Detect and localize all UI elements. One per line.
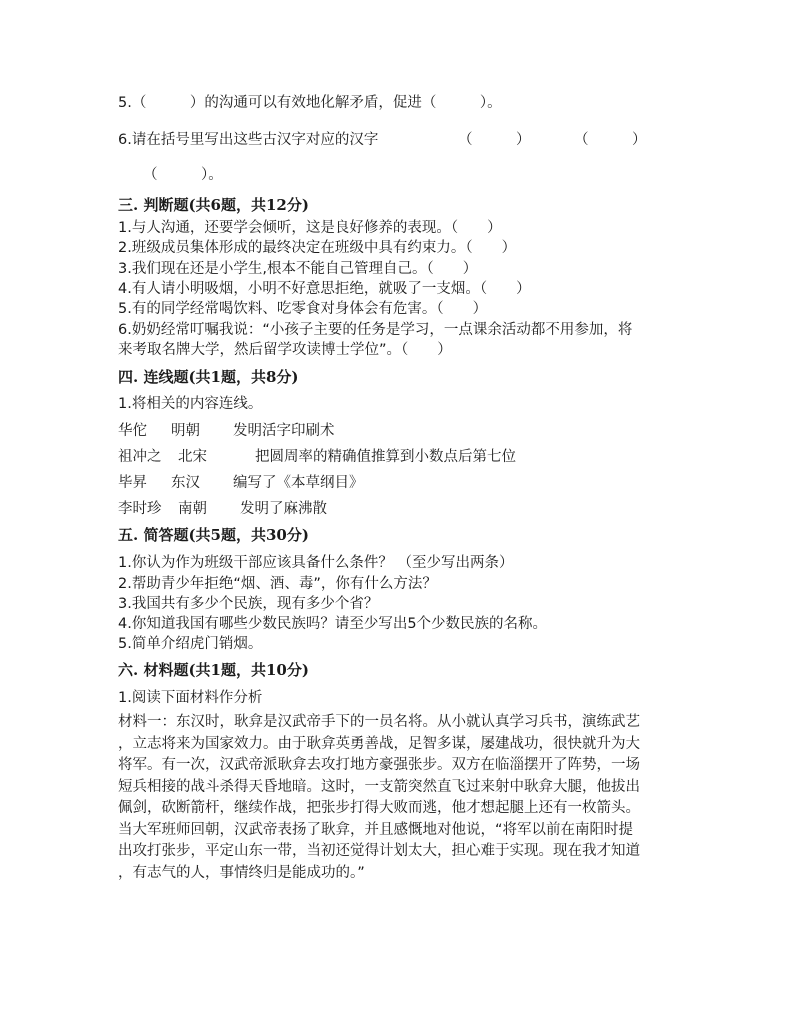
match-name: 祖冲之	[118, 449, 162, 465]
match-prompt: 1.将相关的内容连线。	[118, 396, 263, 412]
section-heading-match: 四. 连线题(共1题，共8分)	[118, 368, 299, 386]
material-line: 材料一：东汉时，耿弇是汉武帝手下的一员名将。从小就认真学习兵书，演练武艺	[118, 714, 640, 730]
match-deed: 把圆周率的精确值推算到小数点后第七位	[255, 449, 516, 465]
judge-item: 6.奶奶经常叮嘱我说：“小孩子主要的任务是学习，一点课余活动都不用参加，将	[118, 322, 633, 338]
match-name: 毕昇	[118, 475, 147, 491]
short-answer-item: 1.你认为作为班级干部应该具备什么条件？ （至少写出两条）	[118, 555, 514, 571]
match-name: 华佗	[118, 423, 147, 439]
judge-item: 5.有的同学经常喝饮料、吃零食对身体会有危害。（ ）	[118, 301, 488, 317]
short-answer-item: 3.我国共有多少个民族，现有多少个省？	[118, 596, 379, 612]
material-line: 将军。有一次，汉武帝派耿弇去攻打地方豪强张步。双方在临淄摆开了阵势，一场	[118, 757, 640, 773]
match-era: 明朝	[171, 423, 200, 439]
fill-question-5: 5.（ ）的沟通可以有效地化解矛盾，促进（ ）。	[118, 95, 502, 111]
judge-item: 4.有人请小明吸烟，小明不好意思拒绝，就吸了一支烟。（ ）	[118, 281, 531, 297]
short-answer-item: 4.你知道我国有哪些少数民族吗？请至少写出5个少数民族的名称。	[118, 616, 548, 632]
judge-item: 1.与人沟通，还要学会倾听，这是良好修养的表现。（ ）	[118, 220, 502, 236]
fill-question-6-blank-2: （ ）	[574, 132, 647, 148]
short-answer-item: 2.帮助青少年拒绝“烟、酒、毒”，你有什么方法？	[118, 576, 437, 592]
fill-question-6: 6.请在括号里写出这些古汉字对应的汉字	[118, 132, 379, 148]
material-prompt: 1.阅读下面材料作分析	[118, 690, 263, 706]
material-line: ，立志将来为国家效力。由于耿弇英勇善战，足智多谋，屡建战功，很快就升为大	[118, 735, 640, 752]
material-line: 短兵相接的战斗杀得天昏地暗。这时，一支箭突然直飞过来射中耿弇大腿，他拔出	[118, 778, 640, 795]
fill-question-6-blank-3: （ ）。	[143, 167, 223, 183]
section-heading-short-answer: 五. 简答题(共5题，共30分)	[118, 526, 309, 544]
match-era: 北宋	[178, 449, 207, 465]
section-heading-material: 六. 材料题(共1题，共10分)	[118, 661, 309, 679]
section-heading-judge: 三. 判断题(共6题，共12分)	[118, 196, 309, 214]
material-line: 出攻打张步，平定山东一带，当初还觉得计划太大，担心难于实现。现在我才知道	[118, 843, 640, 859]
material-line: 当大军班师回朝，汉武帝表扬了耿弇，并且感慨地对他说，“将军以前在南阳时提	[118, 821, 634, 838]
material-line: ，有志气的人，事情终归是能成功的。”	[118, 864, 365, 881]
match-deed: 发明活字印刷术	[233, 423, 335, 439]
match-deed: 编写了《本草纲目》	[233, 475, 364, 491]
match-name: 李时珍	[118, 501, 162, 517]
match-era: 东汉	[171, 475, 200, 491]
material-line: 佩剑，砍断箭杆，继续作战，把张步打得大败而逃，他才想起腿上还有一枚箭头。	[118, 800, 640, 816]
match-era: 南朝	[178, 501, 207, 517]
judge-item-continued: 来考取名牌大学，然后留学攻读博士学位”。（ ）	[118, 342, 452, 358]
fill-question-6-blank-1: （ ）	[458, 132, 531, 148]
judge-item: 2.班级成员集体形成的最终决定在班级中具有约束力。（ ）	[118, 240, 517, 256]
material-passage	[118, 712, 686, 884]
judge-item: 3.我们现在还是小学生,根本不能自己管理自己。（ ）	[118, 261, 478, 277]
match-deed: 发明了麻沸散	[240, 501, 327, 517]
short-answer-item: 5.简单介绍虎门销烟。	[118, 636, 263, 652]
